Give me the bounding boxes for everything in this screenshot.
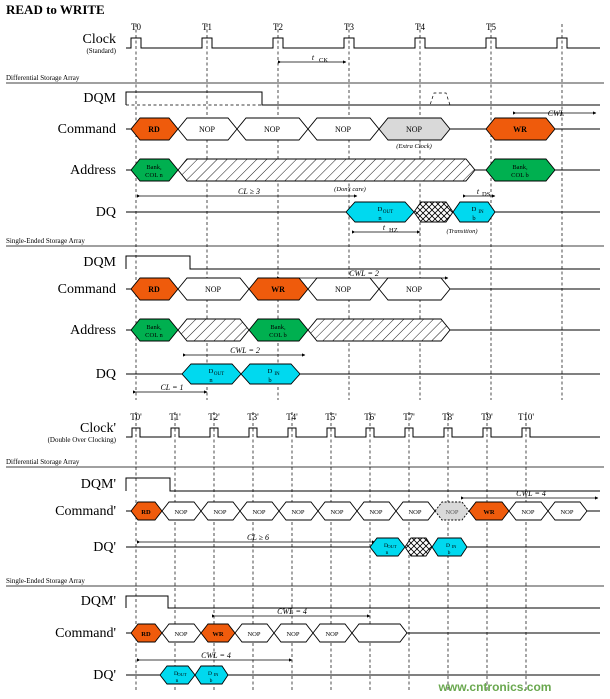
svg-text:D: D [208,368,214,375]
svg-text:NOP: NOP [405,285,423,294]
clock-prime-row-sublabel: (Double Over Clocking) [47,436,116,444]
tck-sub: CK [319,57,329,64]
command-prime-waveform-2 [126,624,600,642]
clock-prime-waveform [126,428,600,437]
svg-text:NOP: NOP [291,509,305,516]
svg-text:T0: T0 [131,22,141,32]
address-row-label-2: Address [70,323,116,338]
extra-clock-label: (Extra Clock) [396,143,432,150]
svg-text:NOP: NOP [174,631,188,638]
svg-text:NOP: NOP [408,509,422,516]
cwl-label-upper: CWL [547,109,565,118]
clock-row-label: Clock [82,32,116,47]
svg-text:D: D [267,368,273,375]
svg-text:IN: IN [274,372,280,377]
cmd-prime-cell-nop-14 [352,624,407,642]
dqm-prime-row-label-1: DQM' [80,477,116,492]
cwl-arrow-upper [516,109,596,118]
svg-text:OUT: OUT [213,372,225,377]
command-waveform-2 [126,278,600,300]
svg-text:T4': T4' [286,412,298,422]
svg-text:T6': T6' [364,412,376,422]
svg-text:b: b [268,377,272,384]
svg-text:T2': T2' [208,412,220,422]
svg-text:NOP: NOP [204,285,222,294]
tds-annotation [466,187,495,198]
svg-text:NOP: NOP [247,631,261,638]
svg-text:RD: RD [141,631,151,638]
svg-text:D: D [446,543,450,549]
cl-ge-3-annotation [140,187,357,196]
svg-text:T1: T1 [202,22,212,32]
address-waveform-1 [126,159,600,193]
svg-text:n: n [209,377,213,384]
svg-text:RD: RD [141,509,151,516]
dq-prime-row-label-1: DQ' [93,540,116,555]
svg-text:Bank,: Bank, [512,164,528,171]
svg-text:T9': T9' [481,412,493,422]
svg-text:NOP: NOP [252,509,266,516]
diff-storage-array-label-2: Differential Storage Array [6,458,80,466]
svg-text:T5': T5' [325,412,337,422]
svg-text:NOP: NOP [521,509,535,516]
dqm-prime-row-label-2: DQM' [80,594,116,609]
svg-text:NOP: NOP [560,509,574,516]
upper-time-tick-labels [131,22,496,32]
addr-dont-care-region-1 [178,159,475,181]
svg-text:NOP: NOP [405,125,423,134]
svg-text:b: b [209,678,213,684]
svg-text:RD: RD [148,285,160,294]
diff-storage-array-label-1: Differential Storage Array [6,74,80,82]
svg-text:T8': T8' [442,412,454,422]
dq-prime-transition-1 [405,538,432,556]
cwl-2-label-b: CWL = 2 [230,346,260,355]
cwl-4-label-b: CWL = 4 [277,607,307,616]
watermark: www.cntronics.com [438,680,552,694]
svg-text:IN: IN [478,210,484,215]
svg-text:NOP: NOP [325,631,339,638]
svg-text:T4: T4 [415,22,425,32]
svg-text:IN: IN [213,672,219,677]
tck-label: t [311,53,315,62]
svg-text:WR: WR [271,285,285,294]
cwl-2-annotation-a [280,269,448,278]
command-prime-row-label-2: Command' [55,626,116,641]
dqm-row-label-2: DQM [83,255,116,270]
dqm-prime-waveform-2 [126,596,600,608]
svg-text:T7': T7' [403,412,415,422]
svg-text:T3': T3' [247,412,259,422]
svg-text:WR: WR [483,509,495,516]
command-row-label-1: Command [57,122,116,137]
svg-text:WR: WR [212,631,224,638]
address-row-label-1: Address [70,163,116,178]
transition-label: (Transition) [446,228,478,235]
cwl-2-label-a: CWL = 2 [349,269,379,278]
svg-text:D: D [384,543,388,549]
page-title: READ to WRITE [6,2,105,17]
svg-text:t: t [476,187,480,196]
cwl-4-label-a: CWL = 4 [516,489,546,498]
svg-text:COL b: COL b [269,332,287,339]
svg-text:n: n [175,678,179,684]
svg-text:NOP: NOP [198,125,216,134]
dqm-waveform-1 [126,92,600,105]
svg-text:n: n [378,215,382,222]
svg-text:T2: T2 [273,22,283,32]
dq-prime-row-label-2: DQ' [93,668,116,683]
clock-row-sublabel: (Standard) [86,47,116,55]
command-prime-row-label-1: Command' [55,504,116,519]
svg-text:T1': T1' [169,412,181,422]
command-waveform-1 [126,118,600,150]
dqm-waveform-2 [126,256,600,269]
addr-dont-care-region-3 [308,319,450,341]
clock-waveform [126,38,600,48]
svg-text:NOP: NOP [334,125,352,134]
cl-ge-3-label: CL ≥ 3 [237,187,261,196]
dq-transition-region-1 [414,202,453,222]
svg-text:NOP: NOP [369,509,383,516]
svg-text:NOP: NOP [263,125,281,134]
tck-annotation [281,53,346,64]
command-prime-waveform-1 [126,502,600,520]
thz-annotation [355,223,478,235]
svg-text:T5: T5 [486,22,496,32]
lower-time-tick-labels [130,412,534,422]
svg-text:T10': T10' [517,412,535,422]
cwl-4-annotation-a [464,489,598,498]
single-ended-storage-array-label-1: Single-Ended Storage Array [6,237,85,245]
svg-text:COL n: COL n [145,332,163,339]
clock-prime-row-label: Clock' [80,421,116,436]
svg-text:NOP: NOP [334,285,352,294]
svg-text:T3: T3 [344,22,354,32]
svg-text:b: b [472,215,476,222]
cwl-4-label-c: CWL = 4 [201,651,231,660]
dq-waveform-2 [126,364,600,384]
svg-text:n: n [385,550,389,556]
svg-text:D: D [208,671,212,677]
svg-text:b: b [447,550,451,556]
svg-text:HZ: HZ [389,227,398,234]
svg-text:OUT: OUT [382,210,394,215]
cwl-2-annotation-b [186,346,305,355]
cwl-4-annotation-c [140,651,292,660]
dq-prime-waveform-1 [126,538,600,556]
address-waveform-2 [126,319,600,341]
svg-text:OUT: OUT [177,672,187,677]
svg-text:D: D [377,206,383,213]
dq-row-label-1: DQ [95,205,116,220]
dq-row-label-2: DQ [95,367,116,382]
svg-text:IN: IN [451,544,457,549]
svg-text:NOP: NOP [286,631,300,638]
cl-ge-6-label: CL ≥ 6 [246,533,270,542]
svg-text:NOP: NOP [213,509,227,516]
svg-text:COL n: COL n [145,172,163,179]
lower-grid-lines [136,412,526,690]
dqm-row-label-1: DQM [83,91,116,106]
svg-text:t: t [382,223,386,232]
single-ended-storage-array-label-2: Single-Ended Storage Array [6,577,85,585]
svg-text:COL b: COL b [511,172,529,179]
svg-text:Bank,: Bank, [146,324,162,331]
svg-text:NOP: NOP [445,509,459,516]
addr-dont-care-region-2 [178,319,249,341]
svg-text:NOP: NOP [330,509,344,516]
svg-text:RD: RD [148,125,160,134]
svg-text:WR: WR [513,125,527,134]
svg-text:OUT: OUT [387,544,397,549]
svg-text:Bank,: Bank, [270,324,286,331]
dont-care-label: (Don't care) [334,186,366,193]
svg-text:T0': T0' [130,412,142,422]
svg-text:DS: DS [482,191,491,198]
dq-waveform-1 [126,202,600,222]
svg-text:D: D [471,206,477,213]
command-row-label-2: Command [57,282,116,297]
svg-text:D: D [174,671,178,677]
cl-eq-1-label: CL = 1 [160,383,184,392]
svg-text:NOP: NOP [174,509,188,516]
svg-text:Bank,: Bank, [146,164,162,171]
